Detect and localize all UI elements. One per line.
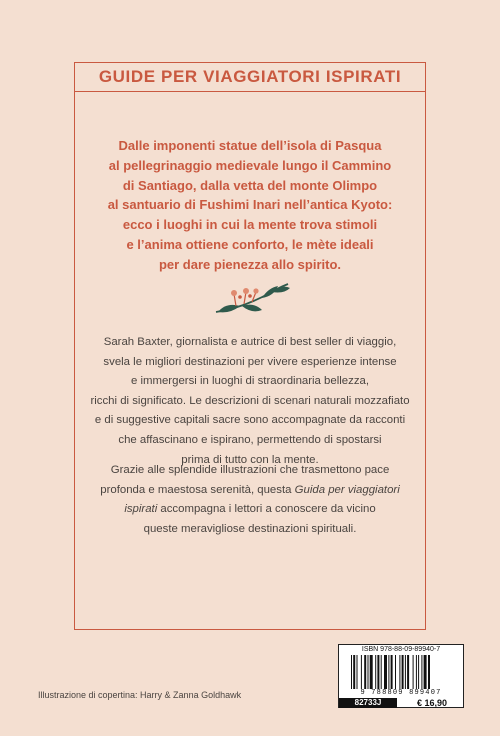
barcode-digits: 9 788809 899407: [360, 689, 442, 697]
title-banner: [74, 62, 426, 92]
book-title-italic: ispirati: [124, 503, 158, 516]
text-line: [86, 500, 414, 520]
text-line: Grazie alle splendide illustrazioni che trasmettono pace: [110, 464, 390, 476]
text-line: svela le migliori destinazioni per vivere esperienze intense: [103, 355, 397, 368]
book-title-italic: Guida per viaggiatori: [294, 483, 400, 496]
text-line: Sarah Baxter, giornalista e autrice di best seller di viaggio,: [103, 336, 397, 348]
leaf-sprig-icon: [212, 282, 292, 322]
intro-line: al santuario di Fushimi Inari nell’antica Kyoto:: [107, 197, 393, 213]
text-line: e immergersi in luoghi di straordinaria bellezza,: [130, 375, 370, 388]
isbn-text: ISBN 978-88-09-89940-7: [361, 646, 441, 653]
product-code: 82733J: [339, 698, 397, 708]
price-label: € 16,90: [416, 698, 448, 708]
intro-line: al pellegrinaggio medievale lungo il Cammino: [108, 157, 392, 173]
text-segment: accompagna i lettori a conoscere da vicino: [157, 503, 376, 516]
series-title: GUIDE PER VIAGGIATORI ISPIRATI: [98, 67, 402, 86]
text-line: che affascinano e ispirano, permettendo di spostarsi: [118, 433, 382, 446]
barcode-icon: [351, 655, 455, 689]
text-line: ricchi di significato. Le descrizioni di scenari naturali mozzafiato: [90, 394, 410, 407]
text-line: queste meravigliose destinazioni spirituali.: [143, 522, 357, 535]
cover-illustration-credit: Illustrazione di copertina: Harry & Zanna Goldhawk: [38, 690, 242, 700]
intro-line: e l’anima ottiene conforto, le mète ideali: [126, 236, 374, 252]
text-line: [86, 481, 414, 501]
description-paragraph-2: [86, 461, 414, 539]
text-line: e di suggestive capitali sacre sono accompagnate da racconti: [94, 414, 406, 427]
intro-line: per dare pienezza allo spirito.: [158, 256, 342, 272]
intro-line: di Santiago, dalla vetta del monte Olimpo: [122, 177, 378, 193]
text-line: prima di tutto con la mente.: [181, 453, 319, 466]
intro-line: ecco i luoghi in cui la mente trova stimoli: [122, 217, 378, 233]
barcode-label: [338, 644, 464, 708]
text-segment: profonda e maestosa serenità, questa: [100, 483, 295, 496]
description-paragraph-1: [86, 333, 414, 470]
intro-text: [80, 136, 420, 275]
intro-line: Dalle imponenti statue dell’isola di Pasqua: [118, 138, 382, 153]
